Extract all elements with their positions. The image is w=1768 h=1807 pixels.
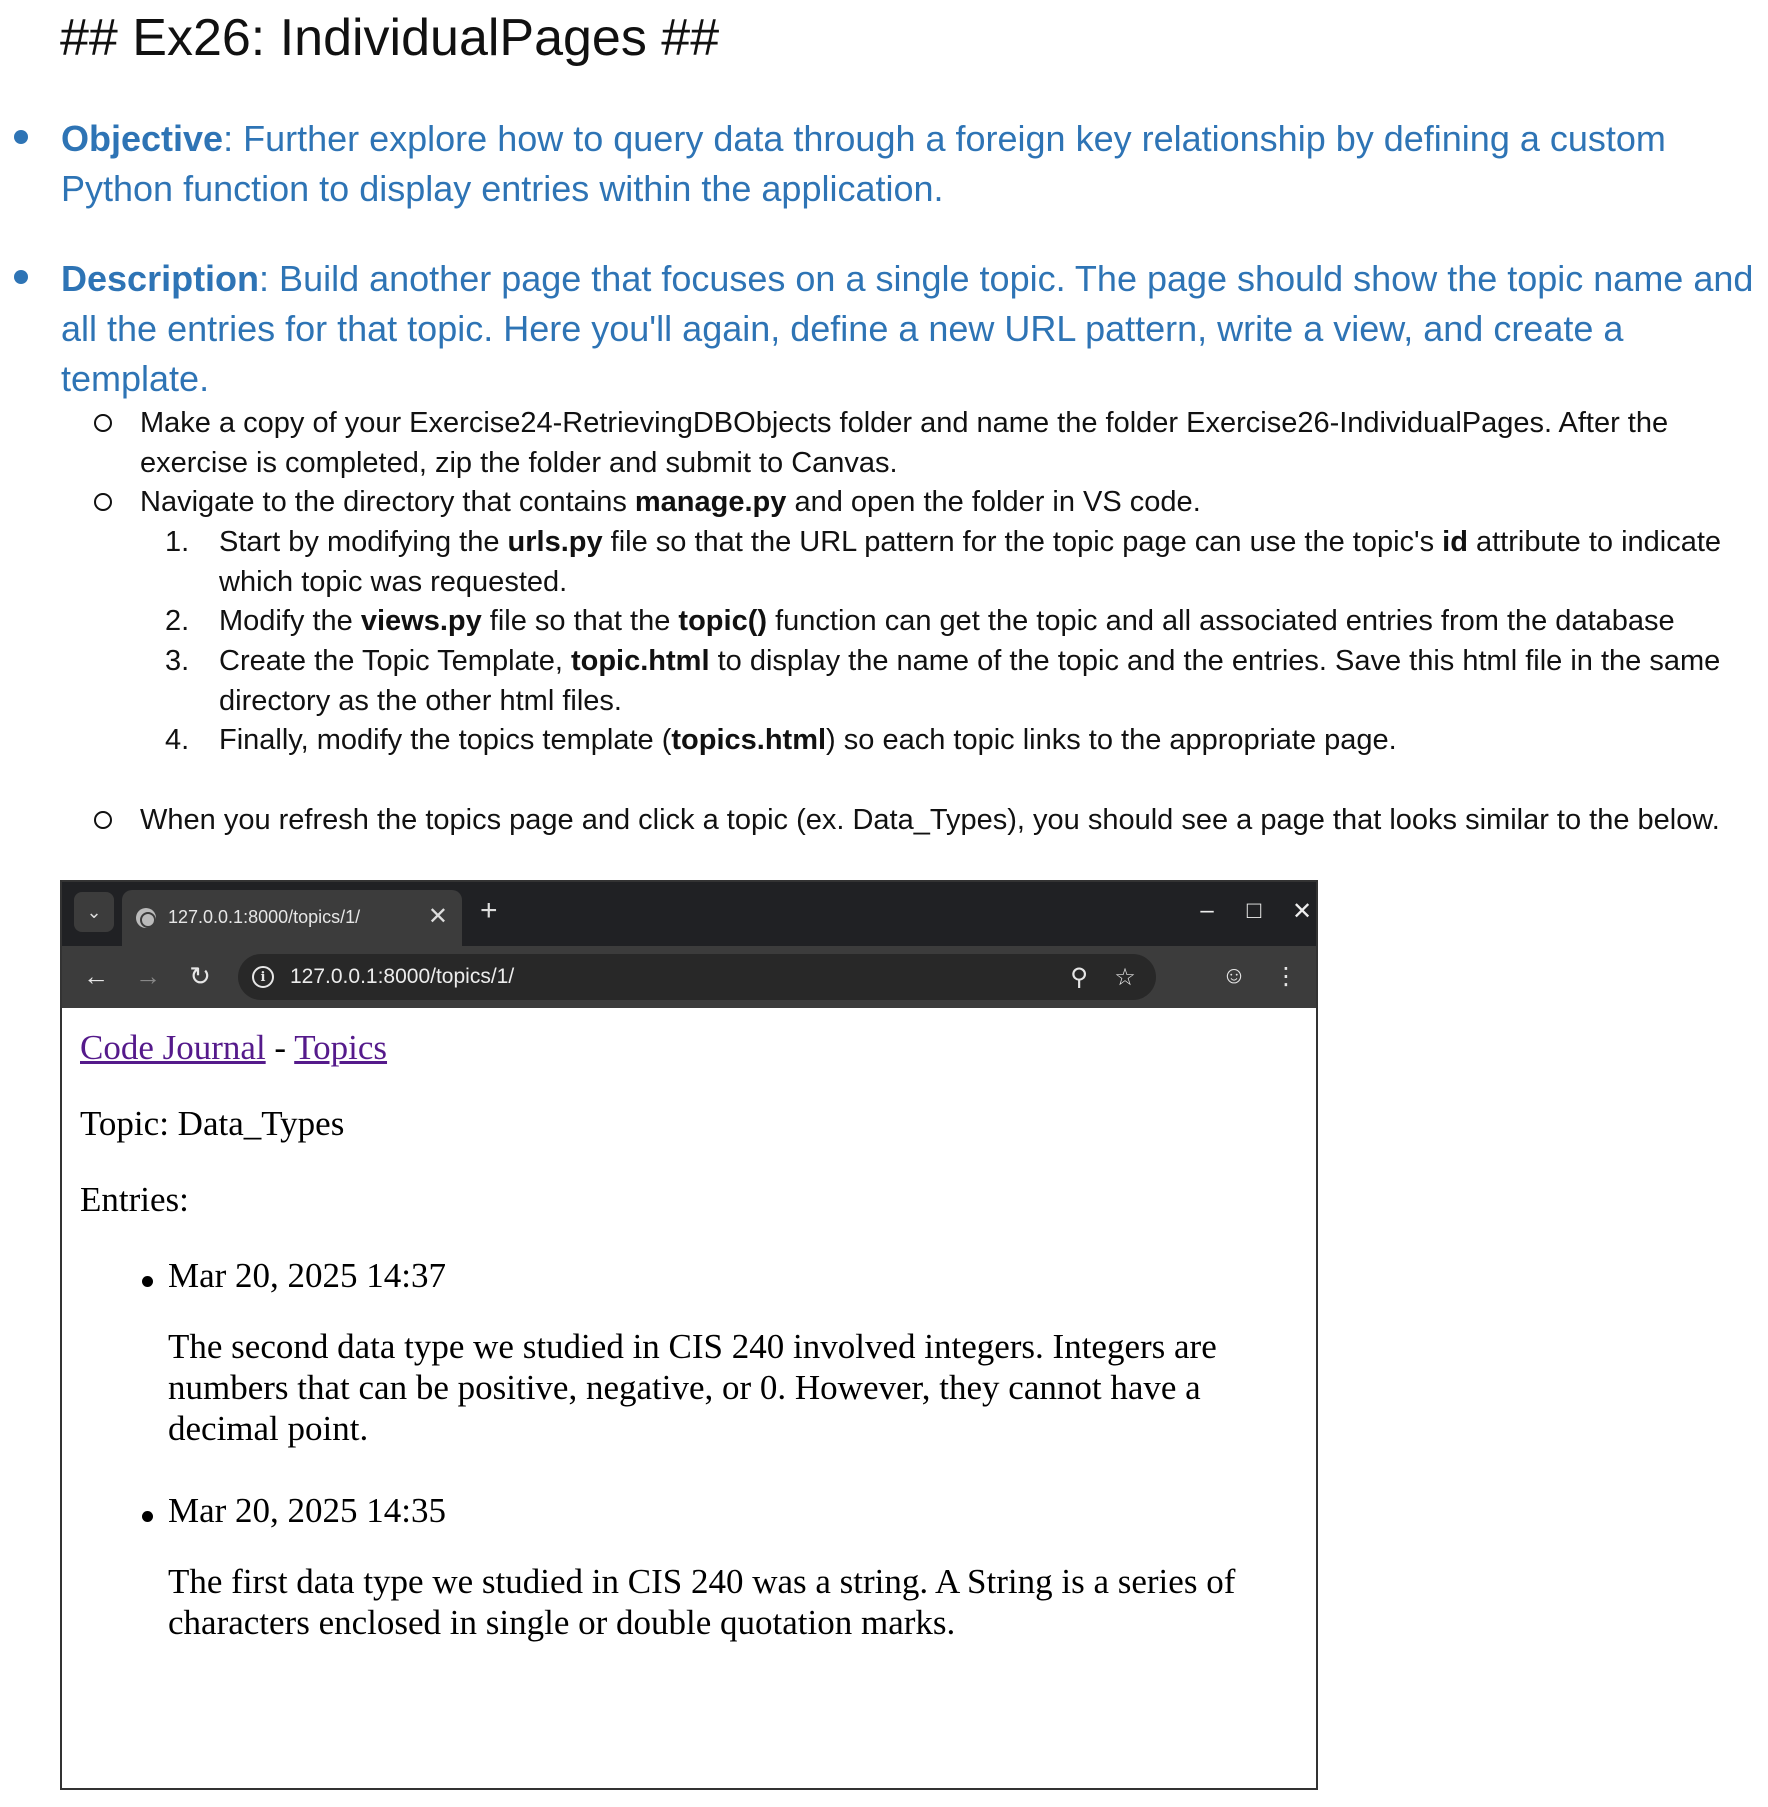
list-bullet [142, 1276, 153, 1287]
entry-date: Mar 20, 2025 14:37 [168, 1256, 447, 1295]
zoom-icon[interactable]: ⚲ [1070, 963, 1088, 991]
entry-text: The second data type we studied in CIS 240 involved integers. Integers are numbers that can be positive, negative, or 0. However, they cannot have a decimal point. [168, 1327, 1217, 1448]
step-text: Modify the [219, 605, 361, 637]
globe-icon [136, 908, 156, 928]
code-journal-link[interactable]: Code Journal [80, 1028, 266, 1067]
navigate-text: Navigate to the directory that contains [140, 486, 635, 518]
document-title: ## Ex26: IndividualPages ## [60, 9, 720, 67]
objective-paragraph [61, 114, 1761, 214]
description-text: : Build another page that focuses on a single topic. The page should show the topic name and all the entries for that topic. Here you'll again, define a new URL pattern, write a view, and create a template. [61, 258, 1754, 399]
step-bold: topic.html [570, 645, 710, 677]
step-text: file so that the [481, 605, 679, 637]
step-text: file so that the URL pattern for the topic page can use the topic's [602, 526, 1443, 558]
step-4-text [219, 720, 1749, 760]
step-text: Start by modifying the [219, 526, 508, 558]
bullet-marker [12, 270, 32, 290]
entry-date: Mar 20, 2025 14:35 [168, 1491, 447, 1530]
step-text: Finally, modify the topics template ( [219, 724, 672, 756]
close-icon[interactable]: ✕ [1291, 897, 1313, 925]
rendered-page [62, 1008, 1316, 1788]
step-number: 4. [165, 724, 190, 756]
back-arrow-icon[interactable]: ← [83, 960, 109, 991]
nav-separator: - [265, 1028, 295, 1067]
navigate-text-end: and open the folder in VS code. [786, 486, 1201, 518]
step-2-text [219, 601, 1749, 641]
step-bold: topics.html [671, 724, 827, 756]
step-bold: id [1442, 526, 1468, 558]
step-bold: topic() [678, 605, 768, 637]
maximize-icon[interactable]: □ [1246, 897, 1262, 924]
step-text: function can get the topic and all associated entries from the database [767, 605, 1675, 637]
circle-bullet-marker [94, 414, 112, 432]
url-text[interactable]: 127.0.0.1:8000/topics/1/ [290, 965, 515, 988]
list-bullet [142, 1511, 153, 1522]
refresh-instruction: When you refresh the topics page and click a topic (ex. Data_Types), you should see a page that looks similar to the below. [140, 804, 1720, 836]
step-3-text [219, 641, 1749, 721]
plus-icon[interactable]: + [480, 894, 498, 927]
description-label: Description [61, 258, 260, 299]
bullet-marker [12, 130, 32, 150]
step-number: 1. [165, 526, 190, 558]
step-bold: views.py [360, 605, 482, 637]
manage-py-filename: manage.py [634, 486, 787, 518]
tab-strip [62, 882, 1316, 946]
browser-window [60, 880, 1318, 1790]
step-1-text [219, 522, 1749, 602]
step-text: ) so each topic links to the appropriate page. [826, 724, 1397, 756]
reload-icon[interactable]: ↻ [189, 960, 211, 991]
navigate-instruction [140, 482, 1750, 522]
entries-heading: Entries: [80, 1180, 189, 1219]
topics-link[interactable]: Topics [294, 1028, 388, 1067]
browser-toolbar [62, 946, 1316, 1008]
chevron-down-icon[interactable]: ⌄ [74, 892, 114, 932]
copy-folder-instruction: Make a copy of your Exercise24-RetrievingDBObjects folder and name the folder Exercise26-IndividualPages. After the exercise is completed, zip the folder and submit to Canvas. [140, 407, 1669, 479]
forward-arrow-icon[interactable]: → [135, 960, 161, 991]
tab-title: 127.0.0.1:8000/topics/1/ [168, 907, 361, 927]
step-text: Create the Topic Template, [219, 645, 571, 677]
circle-bullet-marker [94, 811, 112, 829]
description-paragraph [61, 254, 1761, 404]
profile-icon[interactable]: ☺ [1221, 962, 1247, 989]
step-number: 2. [165, 605, 190, 637]
info-icon[interactable]: i [252, 966, 274, 988]
objective-label: Objective [61, 118, 224, 159]
browser-tab[interactable] [122, 890, 462, 946]
minimize-icon[interactable]: – [1200, 897, 1214, 924]
star-icon[interactable]: ☆ [1114, 963, 1136, 991]
step-text: attribute to indicate which topic was requested. [219, 526, 1722, 598]
page-nav [80, 1028, 387, 1068]
step-bold: urls.py [507, 526, 603, 558]
objective-text: : Further explore how to query data through a foreign key relationship by defining a custom Python function to display entries within the application. [61, 118, 1666, 209]
close-icon[interactable]: ✕ [427, 903, 448, 930]
step-number: 3. [165, 645, 190, 677]
step-text: to display the name of the topic and the entries. Save this html file in the same directory as the other html files. [219, 645, 1721, 717]
circle-bullet-marker [94, 493, 112, 511]
entry-text: The first data type we studied in CIS 240 was a string. A String is a series of characters enclosed in single or double quotation marks. [168, 1562, 1236, 1642]
topic-heading: Topic: Data_Types [80, 1104, 345, 1143]
kebab-menu-icon[interactable]: ⋮ [1274, 962, 1298, 990]
address-bar[interactable] [238, 954, 1156, 1000]
